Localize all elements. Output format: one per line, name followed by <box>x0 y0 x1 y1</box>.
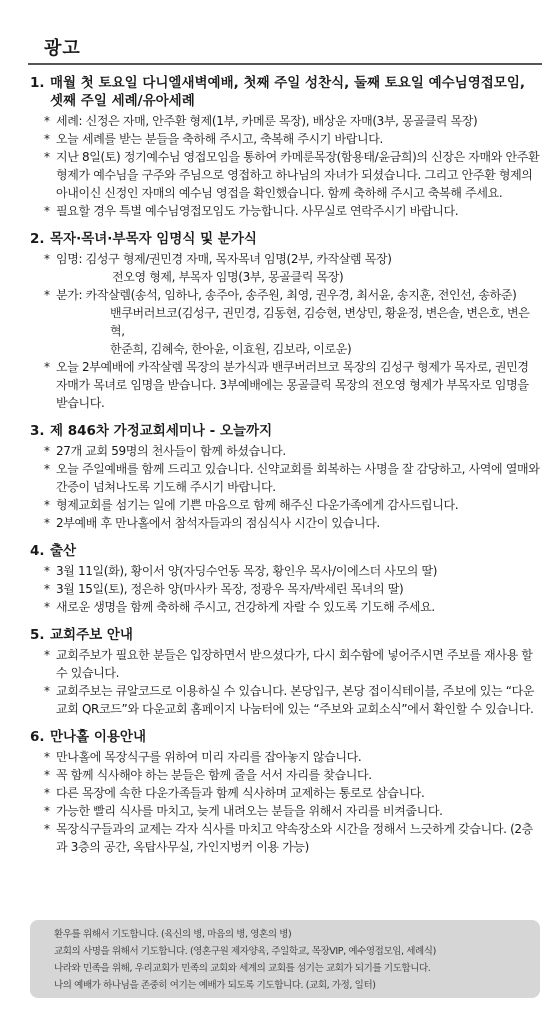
list-item: * 다른 목장에 속한 다운가족들과 함께 식사하며 교제하는 통로로 삼습니다. <box>44 784 542 802</box>
item-list <box>30 562 542 616</box>
item-list <box>30 646 542 718</box>
prayer-line: 환우를 위해서 기도합니다. (육신의 병, 마음의 병, 영혼의 병) <box>54 929 292 940</box>
section-1 <box>30 74 542 220</box>
list-item: * 꼭 함께 식사해야 하는 분들은 함께 줄을 서서 자리를 찾습니다. <box>44 766 542 784</box>
branch-line: 한준희, 김혜숙, 한아윤, 이효원, 김보라, 이로운) <box>110 342 352 356</box>
prayer-footer-box <box>30 920 540 998</box>
section-heading <box>30 542 542 560</box>
section-heading <box>30 230 542 248</box>
list-item: * 필요할 경우 특별 예수님영접모임도 가능합니다. 사무실로 연락주시기 바랍니다. <box>44 202 542 220</box>
branch-line: 밴쿠버러브코(김성구, 권민경, 김동현, 김승현, 변상민, 황윤정, 변은솔, 변은호, 변은혁, <box>110 306 530 338</box>
list-item: * 3월 15일(토), 정은하 양(마사카 목장, 정광우 목자/박세린 목녀의 딸) <box>44 580 542 598</box>
section-number: 3. <box>30 423 45 439</box>
section-heading <box>30 728 542 746</box>
list-item: * 세례: 신정은 자매, 안주환 형제(1부, 카메룬 목장), 배상운 자매(3부, 몽골클릭 목장) <box>44 112 542 130</box>
section-number: 2. <box>30 231 45 247</box>
section-title: 교회주보 안내 <box>50 627 133 643</box>
item-list <box>30 112 542 220</box>
list-item: * 교회주보는 큐알코드로 이용하실 수 있습니다. 본당입구, 본당 접이식테이블, 주보에 있는 “다운교회 QR코드”와 다운교회 홈페이지 나눔터에 있는 “주보와 교회소식”에서 확인할 수 있습니다. <box>44 682 542 718</box>
section-5 <box>30 626 542 718</box>
list-item: * 오늘 세례를 받는 분들을 축하해 주시고, 축복해 주시기 바랍니다. <box>44 130 542 148</box>
item-list <box>30 748 542 856</box>
section-title: 만나홀 이용안내 <box>50 729 146 745</box>
section-heading <box>30 422 542 440</box>
list-item: * 지난 8일(토) 정기예수님 영접모임을 통하여 카메룬목장(함용태/윤금희)의 신장은 자매와 안주환 형제가 예수님을 구주와 주님으로 영접하고 하나님의 자녀가 되셨습니다. 그리고 안주환 형제의 아내이신 신정인 자매의 예수님 영접을 확인했습니다. 함께 축하해 주시고 축복해 주세요. <box>44 148 542 202</box>
section-3 <box>30 422 542 532</box>
prayer-line: 나라와 민족을 위해, 우리교회가 민족의 교회와 세계의 교회를 섬기는 교회가 되기를 기도합니다. <box>54 963 431 974</box>
list-item: * 2부예배 후 만나홀에서 참석자들과의 점심식사 시간이 있습니다. <box>44 514 542 532</box>
prayer-line: 교회의 사명을 위해서 기도합니다. (영혼구원 제자양육, 주일학교, 목장VIP, 예수영접모임, 세례식) <box>54 946 436 957</box>
section-2 <box>30 230 542 412</box>
list-item: * 27개 교회 59명의 천사들이 함께 하셨습니다. <box>44 442 542 460</box>
section-title: 출산 <box>50 543 77 559</box>
appointment-line: * 임명: 김성구 형제/권민경 자매, 목자목녀 임명(2부, 카작살렘 목장) <box>56 252 392 266</box>
section-4 <box>30 542 542 616</box>
section-number: 4. <box>30 543 45 559</box>
list-item: * 새로운 생명을 함께 축하해 주시고, 건강하게 자랄 수 있도록 기도해 주세요. <box>44 598 542 616</box>
list-item <box>44 250 542 286</box>
item-list <box>30 250 542 412</box>
section-6 <box>30 728 542 856</box>
section-number: 6. <box>30 729 45 745</box>
branch-line: * 분가: 카작살렘(송석, 임하나, 송주아, 송주원, 최영, 권우경, 최서윤, 송지훈, 전인선, 송하준) <box>56 288 517 302</box>
list-item: * 교회주보가 필요한 분들은 입장하면서 받으셨다가, 다시 회수함에 넣어주시면 주보를 재사용 할 수 있습니다. <box>44 646 542 682</box>
prayer-line: 나의 예배가 하나님을 존중히 여기는 예배가 되도록 기도합니다. (교회, 가정, 일터) <box>54 980 376 991</box>
title-divider <box>28 63 542 65</box>
list-item: * 만나홀에 목장식구를 위하여 미리 자리를 잡아놓지 않습니다. <box>44 748 542 766</box>
item-list <box>30 442 542 532</box>
section-heading <box>30 626 542 644</box>
list-item: * 오늘 2부예배에 카작살렘 목장의 분가식과 밴쿠버러브코 목장의 김성구 형제가 목자로, 권민경 자매가 목녀로 임명을 받습니다. 3부예배에는 몽골클릭 목장의 전오영 형제가 부목자로 임명을 받습니다. <box>44 358 542 412</box>
section-number: 5. <box>30 627 45 643</box>
section-heading <box>30 74 542 110</box>
page-title: 광고 <box>44 38 81 59</box>
section-title: 목자·목녀·부목자 임명식 및 분가식 <box>50 231 257 247</box>
list-item: * 오늘 주일예배를 함께 드리고 있습니다. 신약교회를 회복하는 사명을 잘 감당하고, 사역에 열매와 간증이 넘쳐나도록 기도해 주시기 바랍니다. <box>44 460 542 496</box>
list-item: * 가능한 빨리 식사를 마치고, 늦게 내려오는 분들을 위해서 자리를 비켜줍니다. <box>44 802 542 820</box>
list-item <box>44 286 542 358</box>
section-number: 1. <box>30 75 45 91</box>
section-title: 제 846차 가정교회세미나 - 오늘까지 <box>50 423 273 439</box>
list-item: * 3월 11일(화), 황이서 양(자딩수언동 목장, 황인우 목사/이에스더 사모의 딸) <box>44 562 542 580</box>
section-title: 매월 첫 토요일 다니엘새벽예배, 첫째 주일 성찬식, 둘째 토요일 예수님영접모임, 셋째 주일 세례/유아세례 <box>50 75 525 109</box>
announcement-list <box>30 74 542 866</box>
list-item: * 목장식구들과의 교제는 각자 식사를 마치고 약속장소와 시간을 정해서 느긋하게 갖습니다. (2층과 3층의 공간, 옥탑사무실, 가인지벙커 이용 가능) <box>44 820 542 856</box>
list-item: * 형제교회를 섬기는 일에 기쁜 마음으로 함께 해주신 다운가족에게 감사드립니다. <box>44 496 542 514</box>
appointment-line: 전오영 형제, 부목자 임명(3부, 몽골클릭 목장) <box>112 270 344 284</box>
